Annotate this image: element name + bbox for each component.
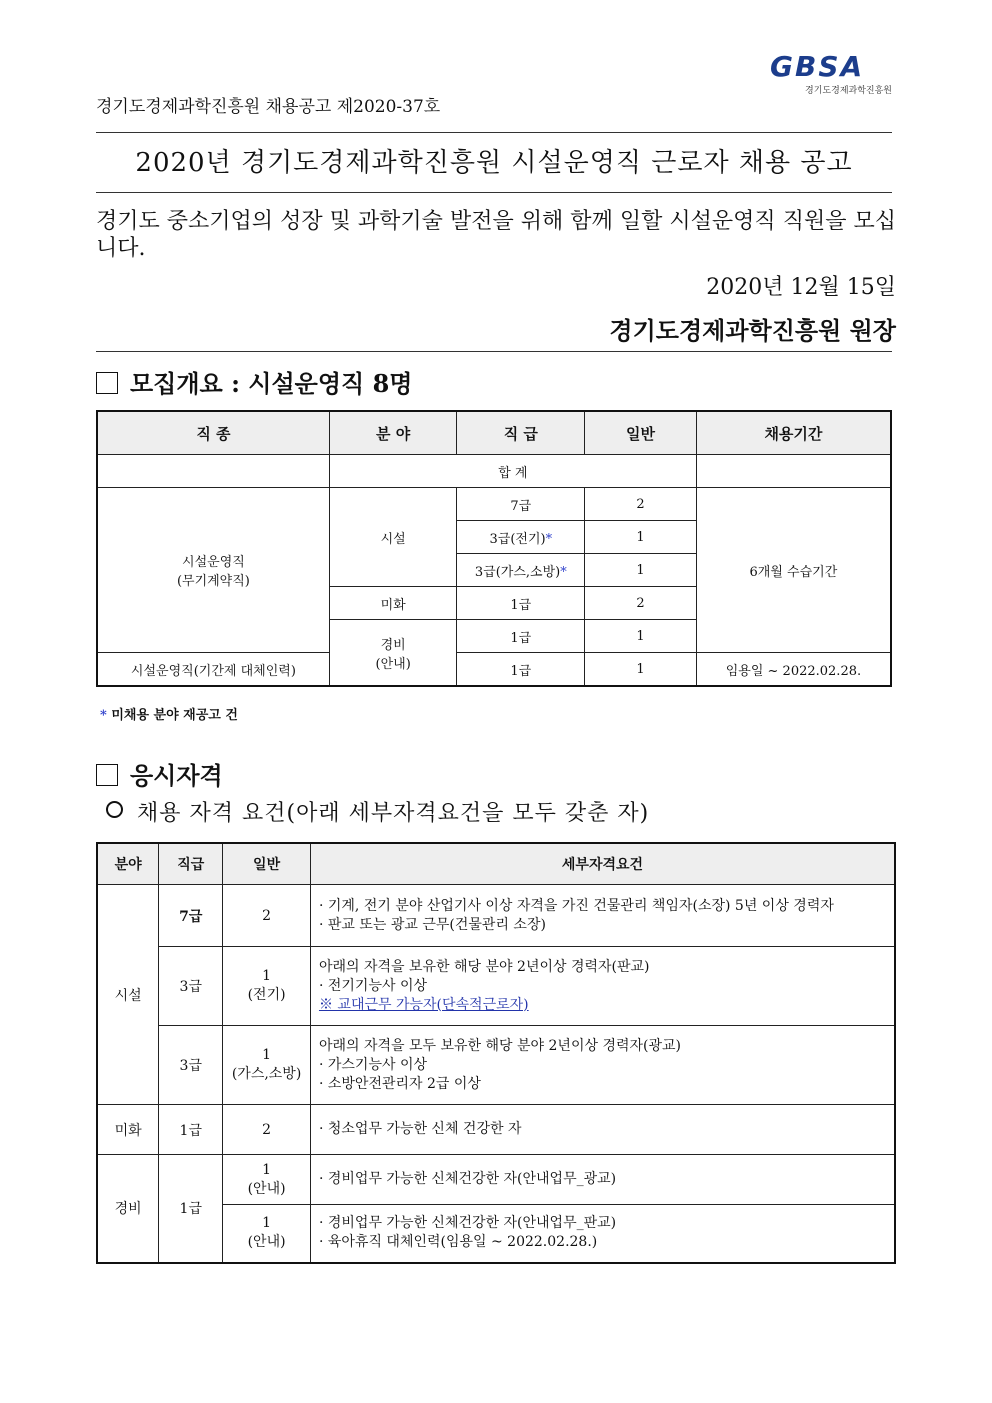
requirement-cell [310, 1205, 895, 1263]
section-recruitment-overview [96, 364, 412, 399]
recruitment-table [96, 410, 892, 687]
grade-cell: 1급 [457, 620, 585, 653]
count-cell [223, 947, 311, 1026]
header-cell: 일반 [223, 843, 311, 885]
gbsa-logo [770, 52, 900, 102]
table-header-row [97, 411, 891, 455]
count-value: 1 [262, 968, 272, 984]
count-value: 1 [262, 1161, 272, 1178]
count-sub: (가스,소방) [231, 1066, 302, 1082]
header-cell: 분 야 [329, 411, 457, 455]
table-header-row [97, 843, 895, 885]
requirement-line: 아래의 자격을 모두 보유한 해당 분야 2년이상 경력자(광교) [318, 1037, 682, 1054]
job-type-cell: 시설운영직(기간제 대체인력) [97, 653, 329, 687]
grade-cell: 7급 [457, 488, 585, 521]
job-type-name: 시설운영직 [182, 555, 245, 570]
count-value: 1 [262, 1047, 272, 1063]
field-cell: 미화 [97, 1105, 159, 1155]
grade-cell: 1급 [159, 1155, 223, 1263]
requirement-line: · 전기기능사 이상 [318, 977, 427, 994]
table-row [97, 1026, 895, 1105]
requirement-line: · 판교 또는 광교 근무(건물관리 소장) [318, 916, 546, 933]
grade-cell: 1급 [457, 653, 585, 687]
requirement-cell [310, 1155, 895, 1205]
subheading-text: 채용 자격 요건(아래 세부자격요건을 모두 갖춘 자) [137, 801, 650, 826]
divider-top [96, 132, 892, 133]
count-cell: 2 [223, 1105, 311, 1155]
footnote-star: * [100, 708, 107, 723]
requirement-line: · 경비업무 가능한 신체건강한 자(안내업무_판교) [318, 1215, 617, 1232]
requirement-line: · 가스기능사 이상 [318, 1056, 427, 1073]
requirement-line: · 육아휴직 대체인력(임용일 ~ 2022.02.28.) [318, 1234, 598, 1251]
period-cell: 임용일 ~ 2022.02.28. [696, 653, 891, 687]
empty-cell [696, 455, 891, 488]
checkbox-square-icon [96, 764, 118, 786]
count-cell [223, 1155, 311, 1205]
count-sub: (안내) [247, 1180, 286, 1197]
grade-cell: 3급 [159, 1026, 223, 1105]
header-cell: 직 종 [97, 411, 329, 455]
field-cell [329, 620, 457, 687]
header-cell: 직급 [159, 843, 223, 885]
shift-work-link[interactable]: ※ 교대근무 가능자(단속적근로자) [318, 996, 529, 1013]
empty-cell [97, 455, 329, 488]
section-title: 응시자격 [130, 761, 223, 790]
requirement-line: 아래의 자격을 보유한 해당 분야 2년이상 경력자(판교) [318, 958, 650, 975]
requirement-cell [310, 1105, 895, 1155]
table-row [97, 1105, 895, 1155]
grade-text: 3급(가스,소방) [474, 564, 561, 580]
table-row [97, 947, 895, 1026]
requirement-line: · 청소업무 가능한 신체 건강한 자 [318, 1121, 522, 1137]
grade-cell: 7급 [159, 885, 223, 947]
field-sub: (안내) [375, 656, 411, 672]
table-row [97, 885, 895, 947]
count-cell: 1 [585, 554, 697, 587]
section-qualifications [96, 756, 223, 791]
count-value: 1 [262, 1215, 272, 1232]
header-cell: 채용기간 [696, 411, 891, 455]
table-row [97, 488, 891, 521]
count-sub: (전기) [247, 987, 286, 1003]
count-cell: 1 [585, 521, 697, 554]
total-label: 합 계 [329, 455, 696, 488]
field-cell: 경비 [97, 1155, 159, 1263]
divider-title [96, 192, 892, 193]
intro-text: 경기도 중소기업의 성장 및 과학기술 발전을 위해 함께 일할 시설운영직 직원을 모십니다. [96, 209, 896, 261]
count-sub: (안내) [247, 1234, 286, 1251]
document-number: 경기도경제과학진흥원 채용공고 제2020-37호 [96, 97, 441, 117]
count-cell [223, 1205, 311, 1263]
footnote [100, 704, 238, 723]
header-cell: 세부자격요건 [310, 843, 895, 885]
header-cell: 일반 [585, 411, 697, 455]
field-name: 경비 [380, 637, 406, 653]
logo-text: GBSA [770, 50, 865, 83]
field-cell: 시설 [97, 885, 159, 1105]
table-row-total [97, 455, 891, 488]
footnote-text: 미채용 분야 재공고 건 [111, 708, 238, 723]
reannounce-mark: * [560, 564, 567, 580]
announcement-date: 2020년 12월 15일 [706, 275, 896, 300]
header-cell: 분야 [97, 843, 159, 885]
requirement-line: · 기계, 전기 분야 산업기사 이상 자격을 가진 건물관리 책임자(소장) 5년 이상 경력자 [318, 897, 834, 914]
requirement-line: · 경비업무 가능한 신체건강한 자(안내업무_광교) [318, 1171, 617, 1187]
table-row-temp [97, 653, 891, 687]
reannounce-mark: * [545, 531, 553, 547]
count-cell: 1 [585, 620, 697, 653]
job-type-kind: (무기계약직) [176, 574, 250, 589]
requirement-cell [310, 1026, 895, 1105]
grade-cell [457, 554, 585, 587]
logo-subtext: 경기도경제과학진흥원 [805, 86, 892, 96]
header-cell: 직 급 [457, 411, 585, 455]
count-cell [223, 1026, 311, 1105]
count-cell: 1 [585, 653, 697, 687]
field-cell: 시설 [329, 488, 457, 587]
requirement-line: · 소방안전관리자 2급 이상 [318, 1075, 481, 1092]
count-cell: 2 [585, 587, 697, 620]
requirement-cell [310, 947, 895, 1026]
requirement-cell [310, 885, 895, 947]
section-title: 모집개요 : 시설운영직 8명 [130, 369, 413, 398]
grade-cell: 1급 [457, 587, 585, 620]
grade-cell: 3급 [159, 947, 223, 1026]
count-cell: 2 [585, 488, 697, 521]
period-cell: 6개월 수습기간 [696, 488, 891, 653]
checkbox-square-icon [96, 372, 118, 394]
organization-signature: 경기도경제과학진흥원 원장 [609, 316, 896, 345]
qualification-table [96, 842, 896, 1264]
table-row [97, 1155, 895, 1205]
grade-text: 3급(전기) [489, 531, 546, 547]
job-type-cell [97, 488, 329, 653]
divider-signature [96, 351, 892, 352]
grade-cell: 1급 [159, 1105, 223, 1155]
qualification-subheading [106, 796, 649, 827]
field-cell: 미화 [329, 587, 457, 620]
page-title: 2020년 경기도경제과학진흥원 시설운영직 근로자 채용 공고 [135, 148, 853, 178]
circle-bullet-icon [106, 801, 123, 818]
count-cell: 2 [223, 885, 311, 947]
grade-cell [457, 521, 585, 554]
